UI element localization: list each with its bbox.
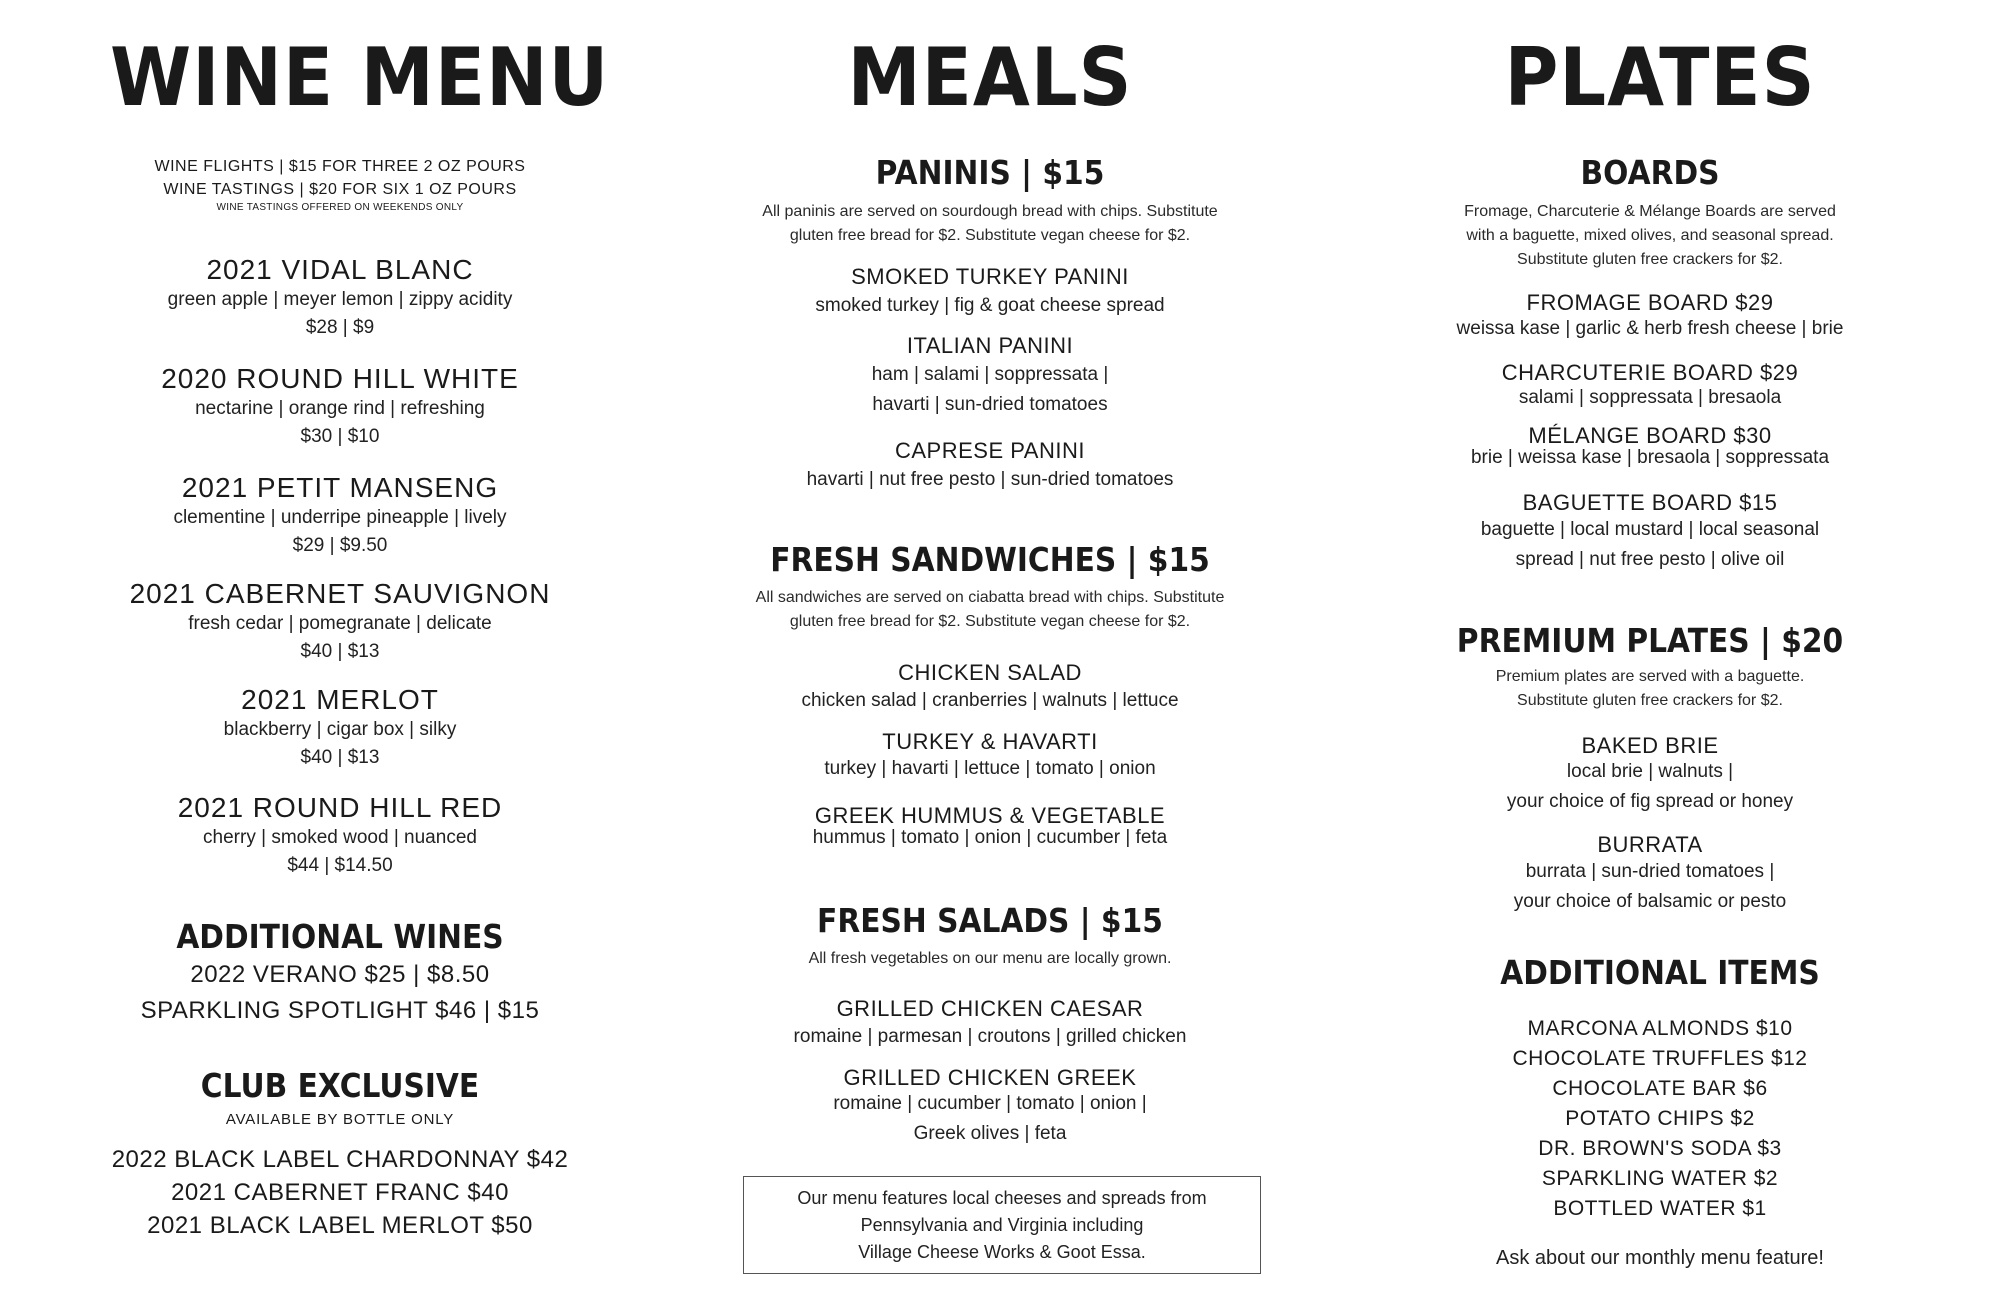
menu-item-ingredients: baguette | local mustard | local seasonal (1480, 519, 1820, 540)
menu-item-ingredients: romaine | parmesan | croutons | grilled chicken (793, 1026, 1187, 1047)
menu-item-name: BURRATA (1597, 832, 1703, 857)
wine-name: 2021 MERLOT (241, 684, 439, 715)
menu-item-name: BAKED BRIE (1581, 733, 1719, 758)
wine-price: $44 | $14.50 (287, 855, 393, 876)
salads-heading: FRESH SALADS | $15 (817, 901, 1163, 940)
menu-item-name: GRILLED CHICKEN CAESAR (836, 996, 1144, 1021)
note-line: Our menu features local cheeses and spreads from (797, 1187, 1207, 1208)
menu-item-ingredients: chicken salad | cranberries | walnuts | lettuce (801, 690, 1179, 711)
club-wine-item: 2021 BLACK LABEL MERLOT $50 (147, 1212, 533, 1239)
paninis-heading: PANINIS | $15 (875, 153, 1105, 192)
boards-description: Substitute gluten free crackers for $2. (1517, 251, 1783, 268)
list-item: POTATO CHIPS $2 (1565, 1107, 1755, 1130)
menu-item-ingredients: ham | salami | soppressata | (871, 364, 1109, 385)
wine-flights-info: WINE FLIGHTS | $15 FOR THREE 2 OZ POURS (154, 158, 526, 175)
list-item: SPARKLING WATER $2 (1541, 1167, 1779, 1190)
local-cheese-note-box (743, 1176, 1261, 1274)
wine-name: 2020 ROUND HILL WHITE (161, 363, 519, 394)
wine-name: 2021 VIDAL BLANC (206, 254, 474, 285)
menu-item-name: CHARCUTERIE BOARD $29 (1501, 360, 1799, 385)
menu-item-ingredients: your choice of fig spread or honey (1506, 791, 1794, 812)
meals-title: MEALS (847, 31, 1133, 124)
wine-tastings-note: WINE TASTINGS OFFERED ON WEEKENDS ONLY (216, 202, 464, 213)
wine-notes: cherry | smoked wood | nuanced (203, 827, 477, 848)
wine-name: 2021 ROUND HILL RED (177, 792, 503, 823)
club-exclusive-note: AVAILABLE BY BOTTLE ONLY (225, 1111, 455, 1128)
wine-price: $40 | $13 (300, 641, 380, 662)
club-wine-item: 2021 CABERNET FRANC $40 (171, 1179, 509, 1206)
menu-item-name: GREEK HUMMUS & VEGETABLE (814, 803, 1166, 828)
wine-notes: nectarine | orange rind | refreshing (195, 398, 485, 419)
menu-item-ingredients: smoked turkey | fig & goat cheese spread (815, 295, 1165, 316)
paninis-description: gluten free bread for $2. Substitute vegan cheese for $2. (789, 227, 1191, 244)
menu-item-ingredients: salami | soppressata | bresaola (1518, 387, 1782, 408)
menu-item-ingredients: hummus | tomato | onion | cucumber | feta (812, 827, 1168, 848)
menu-item-ingredients: brie | weissa kase | bresaola | soppressata (1470, 447, 1830, 468)
menu-item-ingredients: romaine | cucumber | tomato | onion | (833, 1093, 1147, 1114)
menu-item-name: TURKEY & HAVARTI (882, 729, 1098, 754)
menu-item-name: ITALIAN PANINI (906, 333, 1074, 358)
note-line: Village Cheese Works & Goot Essa. (858, 1241, 1146, 1262)
boards-description: with a baguette, mixed olives, and seasonal spread. (1466, 227, 1834, 244)
menu-item-name: CHICKEN SALAD (898, 660, 1082, 685)
sandwiches-description: gluten free bread for $2. Substitute vegan cheese for $2. (789, 613, 1191, 630)
menu-item-ingredients: spread | nut free pesto | olive oil (1515, 549, 1785, 570)
paninis-description: All paninis are served on sourdough bread with chips. Substitute (762, 203, 1218, 220)
list-item: MARCONA ALMONDS $10 (1527, 1017, 1793, 1040)
club-exclusive-heading: CLUB EXCLUSIVE (200, 1066, 480, 1105)
menu-item-ingredients: turkey | havarti | lettuce | tomato | onion (824, 758, 1156, 779)
wine-price: $30 | $10 (300, 426, 380, 447)
sandwiches-heading: FRESH SANDWICHES | $15 (770, 540, 1210, 579)
menu-item-ingredients: local brie | walnuts | (1566, 761, 1734, 782)
club-wine-item: 2022 BLACK LABEL CHARDONNAY $42 (111, 1146, 569, 1173)
sandwiches-description: All sandwiches are served on ciabatta bread with chips. Substitute (755, 589, 1225, 606)
additional-items-list (1410, 1014, 1910, 1224)
menu-item-name: SMOKED TURKEY PANINI (851, 264, 1129, 289)
menu-item-name: BAGUETTE BOARD $15 (1522, 490, 1778, 515)
plates-title: PLATES (1504, 31, 1816, 124)
menu-item-ingredients: havarti | sun-dried tomatoes (872, 394, 1108, 415)
premium-plates-description: Substitute gluten free crackers for $2. (1517, 692, 1783, 709)
wine-name: 2021 PETIT MANSENG (181, 472, 499, 503)
boards-description: Fromage, Charcuterie & Mélange Boards are served (1464, 203, 1836, 220)
menu-item-ingredients: Greek olives | feta (913, 1123, 1067, 1144)
menu-item-name: FROMAGE BOARD $29 (1526, 290, 1774, 315)
list-item: CHOCOLATE BAR $6 (1552, 1077, 1768, 1100)
menu-item-name: CAPRESE PANINI (895, 438, 1085, 463)
additional-wine-item: SPARKLING SPOTLIGHT $46 | $15 (140, 997, 540, 1024)
list-item: BOTTLED WATER $1 (1553, 1197, 1767, 1220)
premium-plates-heading: PREMIUM PLATES | $20 (1456, 621, 1844, 660)
monthly-feature-note: Ask about our monthly menu feature! (1496, 1247, 1824, 1269)
wine-tastings-info: WINE TASTINGS | $20 FOR SIX 1 OZ POURS (163, 181, 517, 198)
wine-name: 2021 CABERNET SAUVIGNON (129, 578, 551, 609)
wine-menu-title: WINE MENU (110, 31, 610, 124)
menu-item-ingredients: weissa kase | garlic & herb fresh cheese | brie (1456, 318, 1844, 339)
note-line: Pennsylvania and Virginia including (860, 1214, 1144, 1235)
wine-notes: fresh cedar | pomegranate | delicate (188, 613, 492, 634)
premium-plates-description: Premium plates are served with a baguette. (1495, 668, 1805, 685)
list-item: CHOCOLATE TRUFFLES $12 (1512, 1047, 1808, 1070)
additional-wines-heading: ADDITIONAL WINES (176, 917, 504, 956)
menu-item-name: GRILLED CHICKEN GREEK (843, 1065, 1137, 1090)
additional-wine-item: 2022 VERANO $25 | $8.50 (190, 961, 490, 988)
menu-item-ingredients: burrata | sun-dried tomatoes | (1525, 861, 1775, 882)
wine-price: $40 | $13 (300, 747, 380, 768)
wine-price: $28 | $9 (305, 317, 375, 338)
boards-heading: BOARDS (1580, 153, 1720, 192)
wine-notes: blackberry | cigar box | silky (223, 719, 457, 740)
salads-description: All fresh vegetables on our menu are locally grown. (808, 950, 1172, 967)
menu-item-ingredients: havarti | nut free pesto | sun-dried tomatoes (806, 469, 1174, 490)
menu-item-name: MÉLANGE BOARD $30 (1528, 423, 1772, 448)
list-item: DR. BROWN'S SODA $3 (1538, 1137, 1782, 1160)
menu-item-ingredients: your choice of balsamic or pesto (1513, 891, 1787, 912)
wine-price: $29 | $9.50 (292, 535, 388, 556)
additional-items-heading: ADDITIONAL ITEMS (1500, 953, 1820, 992)
wine-notes: green apple | meyer lemon | zippy acidity (167, 289, 513, 310)
wine-notes: clementine | underripe pineapple | lively (173, 507, 507, 528)
